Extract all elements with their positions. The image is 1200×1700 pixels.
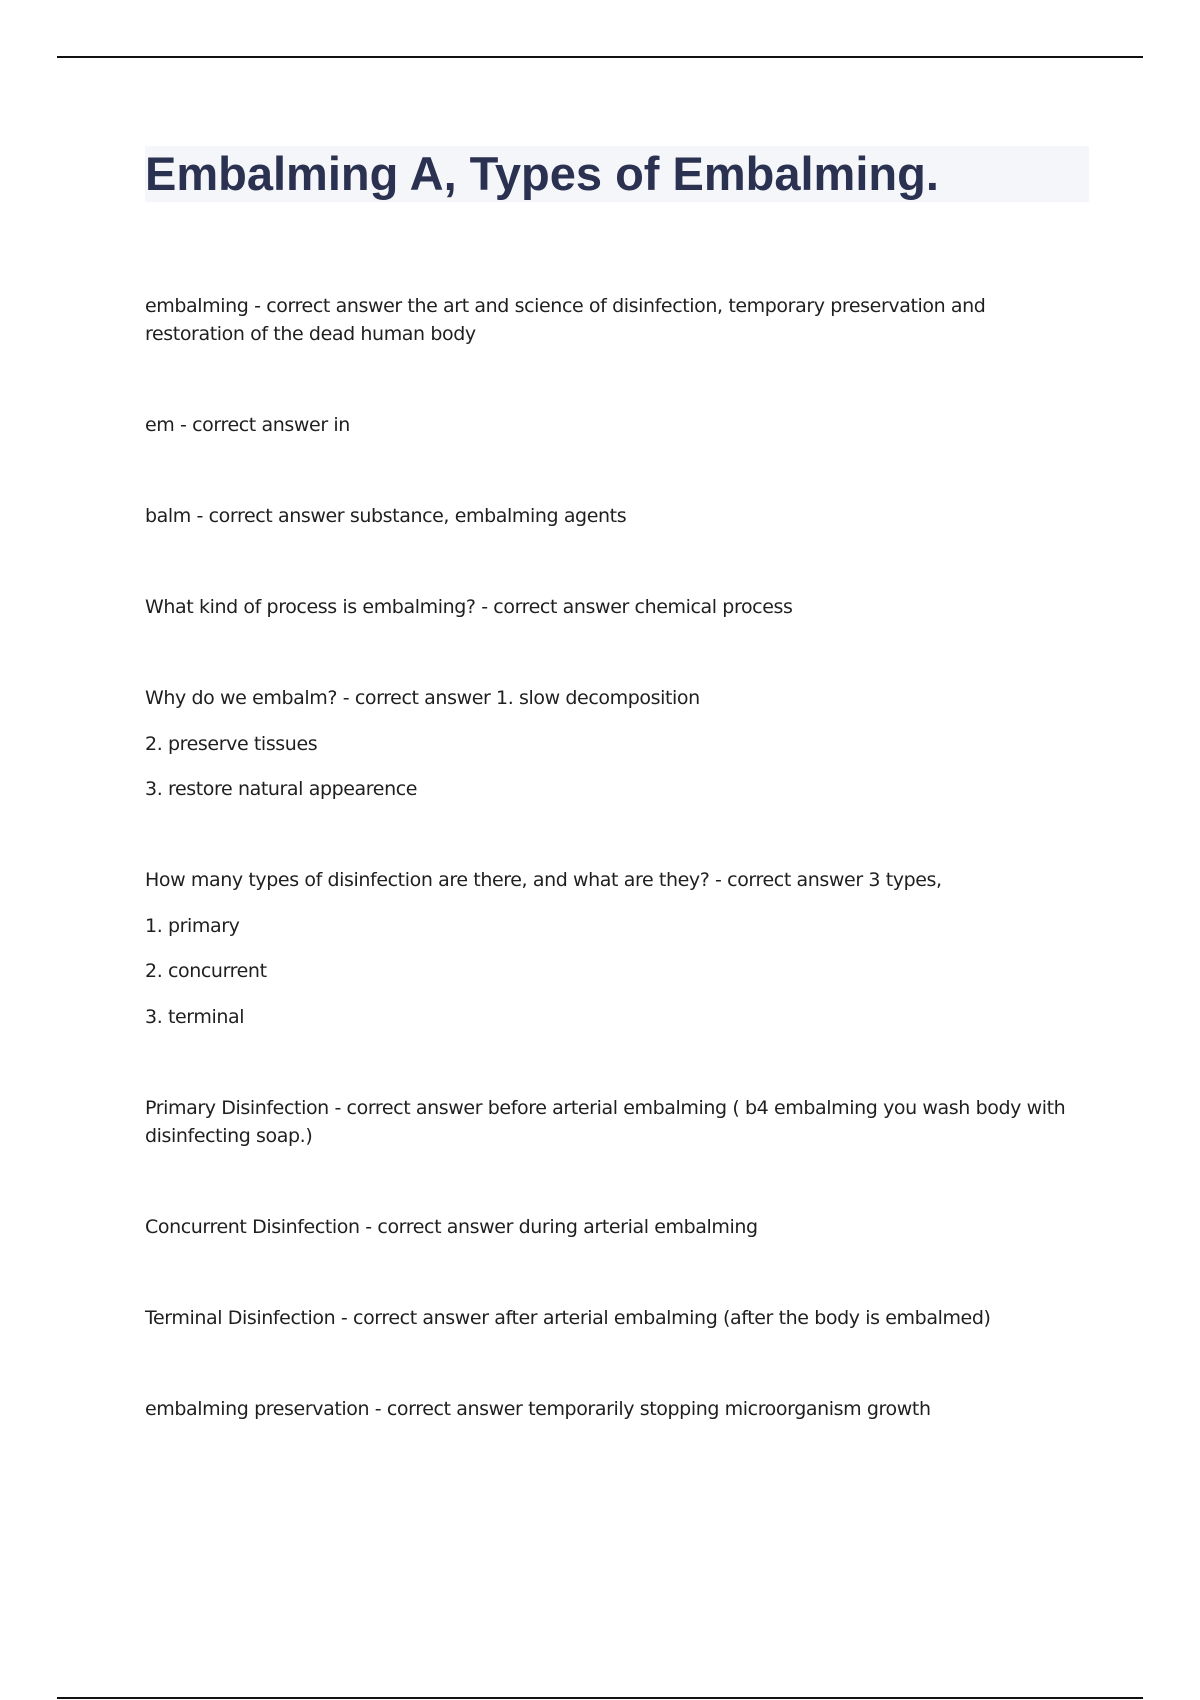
entry-disinfection-type-2: 2. concurrent <box>145 960 267 982</box>
top-rule <box>57 56 1143 58</box>
entry-terminal-disinfection: Terminal Disinfection - correct answer after arterial embalming (after the body is embalmed) <box>145 1307 991 1329</box>
entry-why-embalm-3: 3. restore natural appearence <box>145 778 418 800</box>
entry-embalming-definition: embalming - correct answer the art and science of disinfection, temporary preservation and restoration of the dead human body <box>145 295 986 345</box>
entry-disinfection-type-3: 3. terminal <box>145 1006 245 1028</box>
entry-disinfection-types: How many types of disinfection are there, and what are they? - correct answer 3 types, <box>145 869 942 891</box>
entry-balm: balm - correct answer substance, embalming agents <box>145 505 627 527</box>
entry-why-embalm: Why do we embalm? - correct answer 1. slow decomposition <box>145 687 700 709</box>
entry-concurrent-disinfection: Concurrent Disinfection - correct answer during arterial embalming <box>145 1216 758 1238</box>
bottom-rule <box>57 1697 1143 1699</box>
entry-em: em - correct answer in <box>145 414 350 436</box>
document-title: Embalming A, Types of Embalming. <box>145 147 939 200</box>
entry-why-embalm-2: 2. preserve tissues <box>145 733 318 755</box>
entry-process-type: What kind of process is embalming? - correct answer chemical process <box>145 596 793 618</box>
entry-embalming-preservation: embalming preservation - correct answer temporarily stopping microorganism growth <box>145 1398 931 1420</box>
entry-primary-disinfection: Primary Disinfection - correct answer before arterial embalming ( b4 embalming you wash body with disinfecting soap.) <box>145 1097 1066 1147</box>
entry-disinfection-type-1: 1. primary <box>145 915 240 937</box>
